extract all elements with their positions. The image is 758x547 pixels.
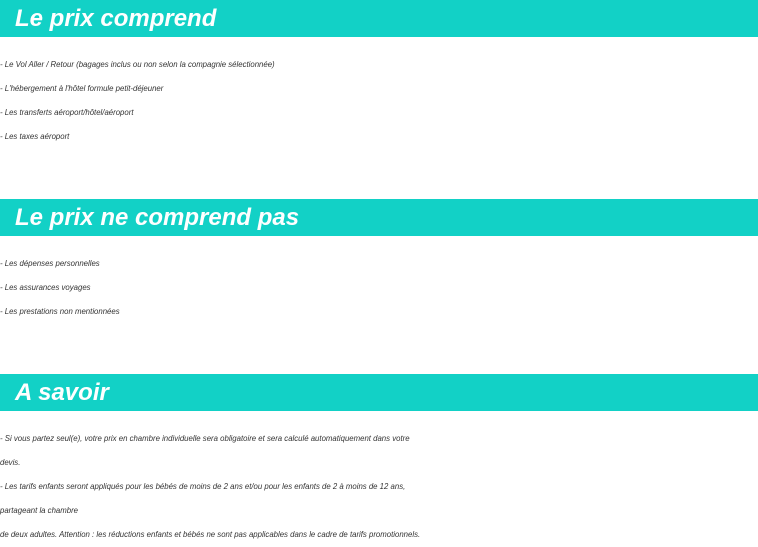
list-item: - Les prestations non mentionnées (0, 307, 120, 316)
included-list (0, 53, 758, 149)
section-title-included: Le prix comprend (15, 5, 217, 32)
section-title-not-included: Le prix ne comprend pas (15, 204, 300, 231)
section-title-good-to-know: A savoir (15, 379, 109, 406)
section-header-included (0, 0, 758, 37)
text-line: devis. (0, 458, 21, 467)
list-item: - Les dépenses personnelles (0, 259, 100, 268)
text-line: de deux adultes. Attention : les réductions enfants et bébés ne sont pas applicables dans le cadre de tarifs promotionnels. (0, 530, 421, 539)
text-line: - Les tarifs enfants seront appliqués pour les bébés de moins de 2 ans et/ou pour les enfants de 2 à moins de 12 ans, (0, 482, 406, 491)
section-header-good-to-know (0, 374, 758, 411)
text-line: - Si vous partez seul(e), votre prix en chambre individuelle sera obligatoire et sera calculé automatiquement dans votre (0, 434, 410, 443)
list-item: - Le Vol Aller / Retour (bagages inclus ou non selon la compagnie sélectionnée) (0, 60, 275, 69)
list-item: - Les assurances voyages (0, 283, 91, 292)
text-line: partageant la chambre (0, 506, 79, 515)
section-header-not-included (0, 199, 758, 236)
list-item: - Les transferts aéroport/hôtel/aéroport (0, 108, 134, 117)
list-item: - Les taxes aéroport (0, 132, 70, 141)
not-included-list (0, 252, 758, 324)
list-item: - L'hébergement à l'hôtel formule petit-déjeuner (0, 84, 164, 93)
good-to-know-text (0, 427, 758, 547)
